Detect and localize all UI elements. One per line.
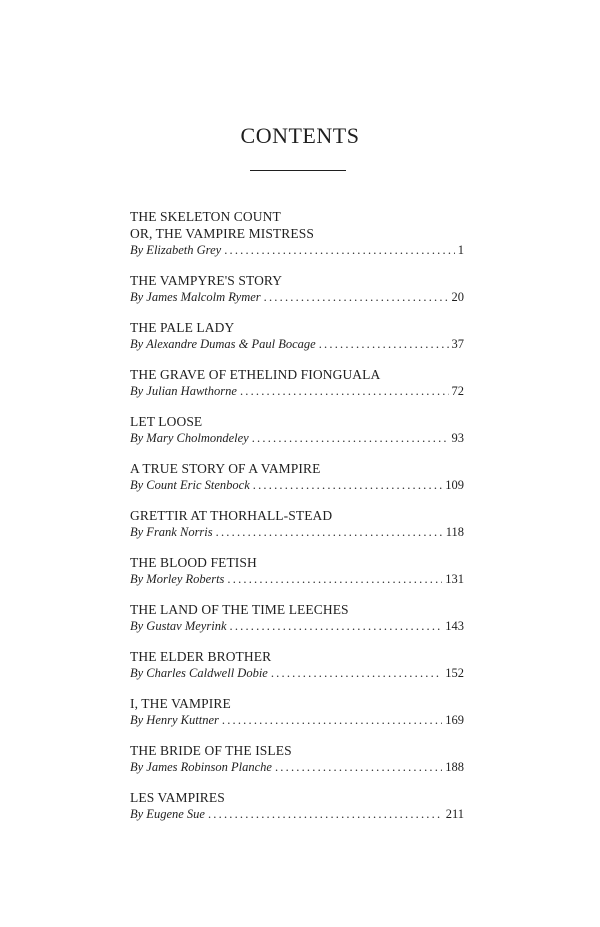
entry-author: By Henry Kuttner (130, 713, 219, 727)
entry-author-line (130, 665, 464, 682)
dot-leader (271, 665, 442, 682)
entry-page-number: 1 (457, 243, 464, 257)
entry-author: By Gustav Meyrink (130, 619, 227, 633)
dot-leader (275, 759, 442, 776)
entry-title: THE ELDER BROTHER (130, 649, 272, 664)
entry-author-line (130, 289, 464, 306)
toc-entry[interactable] (130, 208, 464, 259)
entry-page-number: 188 (445, 760, 464, 774)
entry-author: By Frank Norris (130, 525, 213, 539)
entry-author-line (130, 806, 464, 823)
entry-author: By Mary Cholmondeley (130, 431, 249, 445)
entry-author-line (130, 477, 464, 494)
page-title: CONTENTS (240, 123, 360, 148)
entry-author-line (130, 383, 464, 400)
entry-author-line (130, 712, 464, 729)
toc-entry[interactable] (130, 413, 464, 447)
entry-title: LET LOOSE (130, 414, 203, 429)
toc-entry[interactable] (130, 648, 464, 682)
entry-page-number: 93 (451, 431, 464, 445)
entry-page-number: 109 (445, 478, 464, 492)
entry-author: By Charles Caldwell Dobie (130, 666, 268, 680)
toc-entry[interactable] (130, 507, 464, 541)
entry-title: THE PALE LADY (130, 320, 235, 335)
toc-entry[interactable] (130, 742, 464, 776)
entry-page-number: 20 (451, 290, 464, 304)
dot-leader (216, 524, 443, 541)
entry-author-line (130, 571, 464, 588)
entry-page-number: 143 (445, 619, 464, 633)
entry-page-number: 211 (445, 807, 464, 821)
toc-entry[interactable] (130, 554, 464, 588)
entry-author: By Morley Roberts (130, 572, 225, 586)
entry-author: By James Malcolm Rymer (130, 290, 261, 304)
dot-leader (208, 806, 443, 823)
entry-author-line (130, 336, 464, 353)
dot-leader (252, 430, 449, 447)
entry-title: THE BRIDE OF THE ISLES (130, 743, 292, 758)
entry-page-number: 131 (445, 572, 464, 586)
dot-leader (230, 618, 443, 635)
entry-author: By James Robinson Planche (130, 760, 272, 774)
table-of-contents (130, 208, 464, 836)
entry-author-line (130, 618, 464, 635)
entry-page-number: 169 (445, 713, 464, 727)
toc-entry[interactable] (130, 789, 464, 823)
entry-author: By Julian Hawthorne (130, 384, 237, 398)
entry-title: THE LAND OF THE TIME LEECHES (130, 602, 349, 617)
entry-title: A TRUE STORY OF A VAMPIRE (130, 461, 321, 476)
dot-leader (227, 571, 442, 588)
entry-author-line (130, 524, 464, 541)
entry-author-line (130, 242, 464, 259)
entry-title: LES VAMPIRES (130, 790, 225, 805)
dot-leader (319, 336, 449, 353)
title-divider (250, 170, 346, 171)
entry-page-number: 37 (451, 337, 464, 351)
entry-page-number: 118 (445, 525, 464, 539)
entry-page-number: 72 (451, 384, 464, 398)
toc-entry[interactable] (130, 319, 464, 353)
entry-author: By Eugene Sue (130, 807, 205, 821)
toc-entry[interactable] (130, 695, 464, 729)
toc-entry[interactable] (130, 366, 464, 400)
dot-leader (224, 242, 455, 259)
entry-author-line (130, 759, 464, 776)
toc-entry[interactable] (130, 601, 464, 635)
dot-leader (264, 289, 449, 306)
dot-leader (253, 477, 442, 494)
entry-author: By Elizabeth Grey (130, 243, 222, 257)
entry-author: By Count Eric Stenbock (130, 478, 250, 492)
entry-title: THE SKELETON COUNT (130, 209, 281, 224)
entry-author: By Alexandre Dumas & Paul Bocage (130, 337, 316, 351)
entry-title: I, THE VAMPIRE (130, 696, 231, 711)
toc-entry[interactable] (130, 460, 464, 494)
entry-subtitle: OR, THE VAMPIRE MISTRESS (130, 226, 314, 241)
entry-author-line (130, 430, 464, 447)
entry-title: THE BLOOD FETISH (130, 555, 257, 570)
entry-page-number: 152 (445, 666, 464, 680)
entry-title: GRETTIR AT THORHALL-STEAD (130, 508, 333, 523)
toc-entry[interactable] (130, 272, 464, 306)
entry-title: THE VAMPYRE'S STORY (130, 273, 283, 288)
dot-leader (222, 712, 442, 729)
dot-leader (240, 383, 449, 400)
entry-title: THE GRAVE OF ETHELIND FIONGUALA (130, 367, 381, 382)
